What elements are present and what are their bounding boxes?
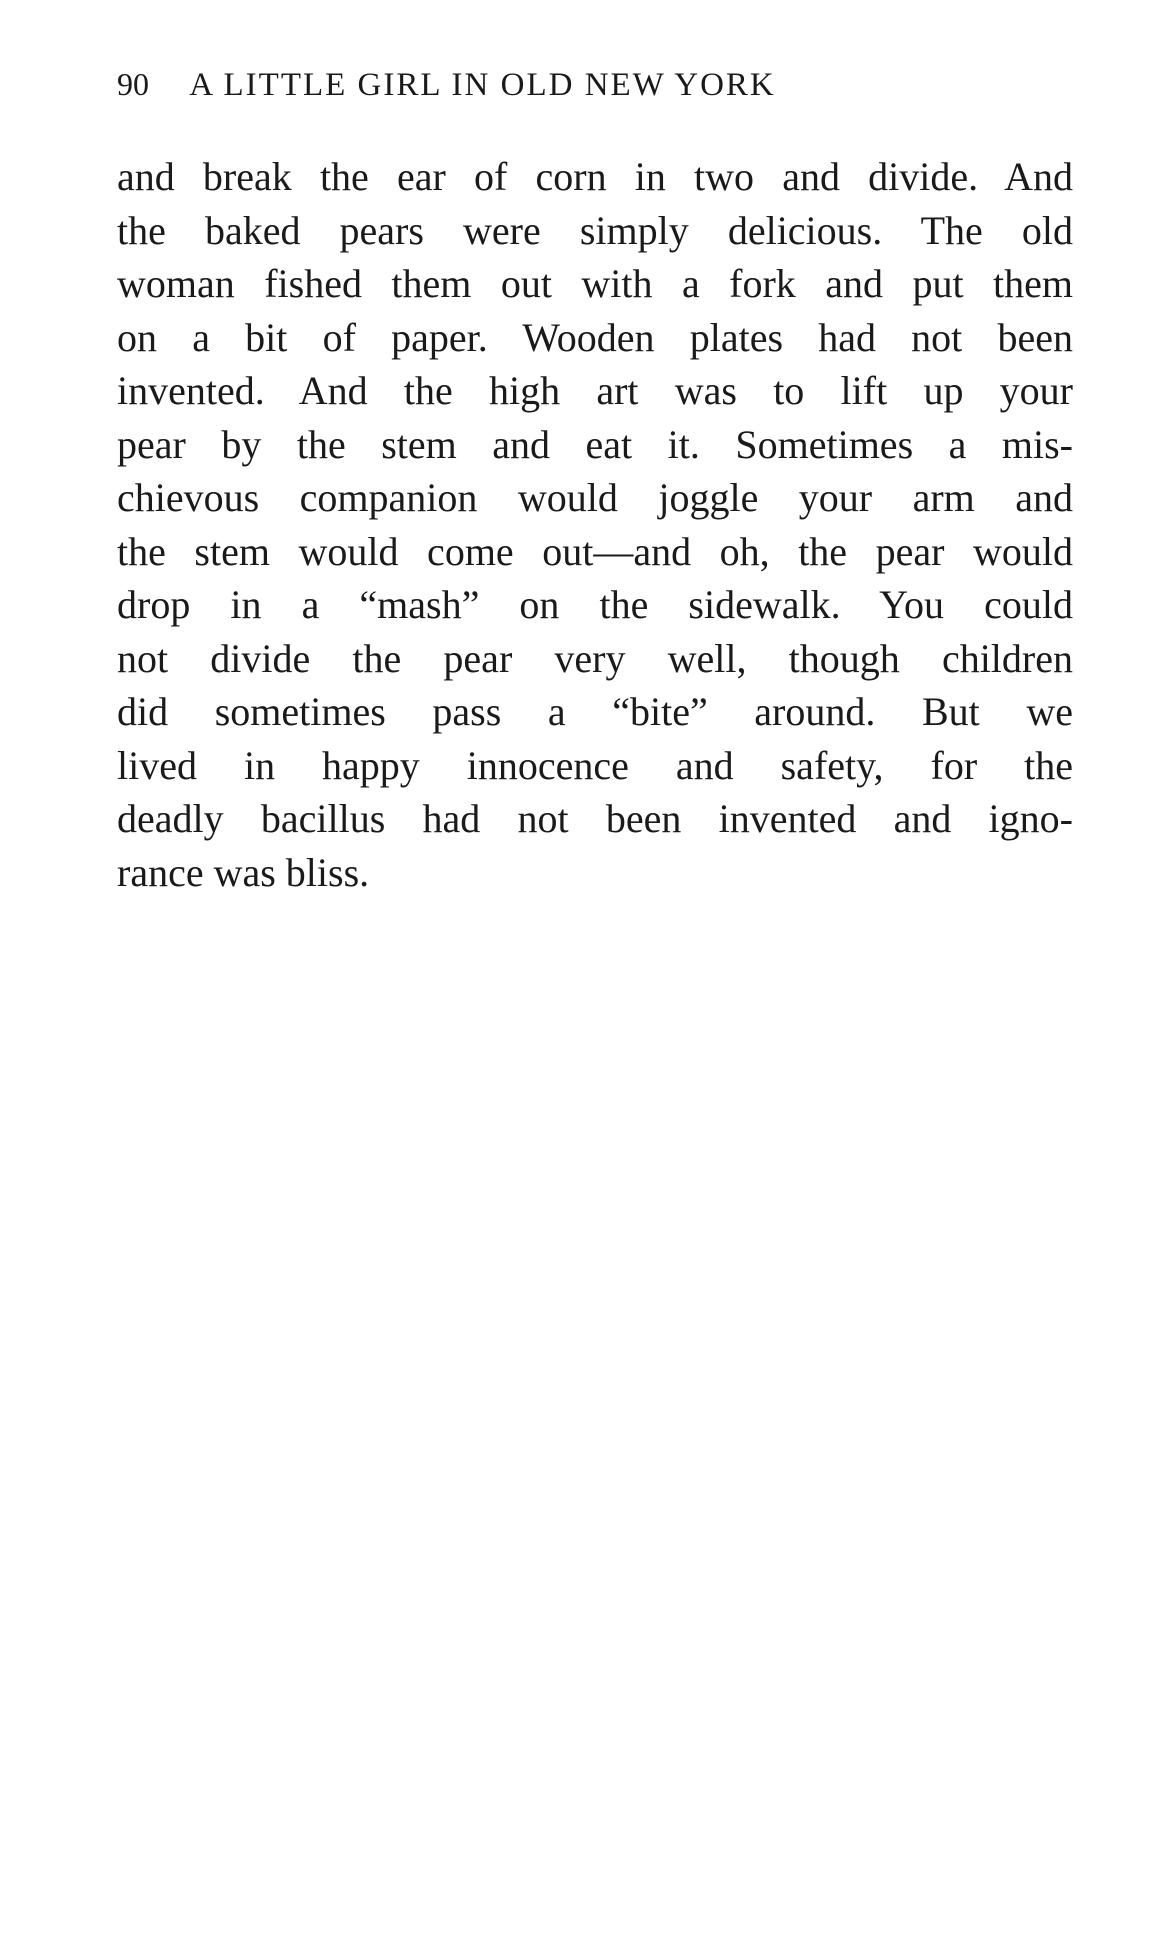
text-line: deadly bacillus had not been invented and igno- <box>117 796 1073 841</box>
text-line: rance was bliss. <box>117 849 370 895</box>
running-title: A LITTLE GIRL IN OLD NEW YORK <box>189 67 776 103</box>
text-line: lived in happy innocence and safety, for the <box>117 742 1073 788</box>
text-line: the baked pears were simply delicious. The old <box>117 207 1073 253</box>
text-line: invented. And the high art was to lift up your <box>117 368 1073 413</box>
text-line: and break the ear of corn in two and divide. And <box>117 154 1073 199</box>
text-line: woman fished them out with a fork and put them <box>117 261 1073 306</box>
text-line: on a bit of paper. Wooden plates had not been <box>117 314 1073 360</box>
page-number: 90 <box>117 66 149 102</box>
running-head <box>117 60 977 108</box>
body-paragraph <box>117 150 1073 899</box>
text-line: chievous companion would joggle your arm and <box>117 475 1073 520</box>
text-line: did sometimes pass a “bite” around. But we <box>117 689 1073 734</box>
text-line: drop in a “mash” on the sidewalk. You could <box>117 582 1073 627</box>
text-line: pear by the stem and eat it. Sometimes a mis- <box>117 421 1073 467</box>
text-line: the stem would come out—and oh, the pear would <box>117 528 1073 574</box>
text-line: not divide the pear very well, though children <box>117 635 1073 681</box>
